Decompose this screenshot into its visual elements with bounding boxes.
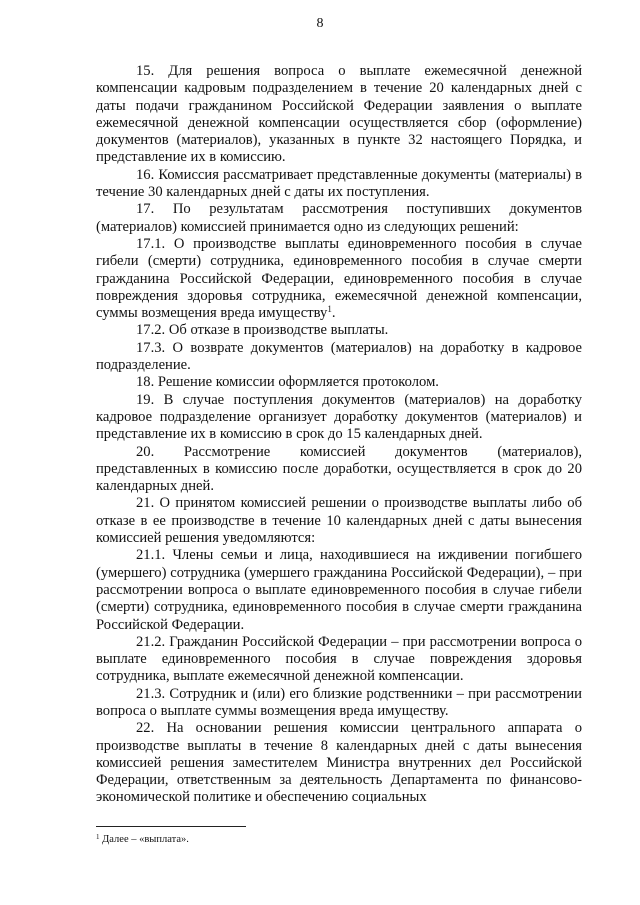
paragraph-17-1-period: . (331, 305, 336, 322)
footnote-divider (96, 826, 246, 827)
paragraph-15: 15. Для решения вопроса о выплате ежемесячной денежной компенсации кадровым подразделением в течение 20 календарных дней с даты подачи гражданином Российской Федерации заявления о выплате ежемесячной денежной компенсации осуществляется сбор (оформление) документов (материалов), указанных в пункте 32 настоящего Порядка, и представление их в комиссию. (96, 63, 582, 166)
paragraph-20: 20. Рассмотрение комиссией документов (материалов), представленных в комиссию после доработки, осуществляется в срок до 20 календарных дней. (96, 443, 582, 495)
footnote (96, 833, 189, 846)
paragraph-17-3: 17.3. О возврате документов (материалов) на доработку в кадровое подразделение. (96, 339, 582, 374)
paragraph-17-1 (96, 236, 582, 322)
footnote-marker: 1 (96, 833, 100, 841)
footnote-text: Далее – «выплата». (99, 834, 189, 845)
paragraph-18: 18. Решение комиссии оформляется протоколом. (136, 374, 439, 391)
paragraph-21-3: 21.3. Сотрудник и (или) его близкие родственники – при рассмотрении вопроса о выплате суммы возмещения вреда имуществу. (96, 685, 582, 719)
paragraph-17-1-text: 17.1. О производстве выплаты единовременного пособия в случае гибели (смерти) сотрудника, единовременного пособия в случае смерти гражданина Российской Федерации, единовременного пособия в случае повреждения здоровья сотрудника, ежемесячной денежной компенсации, суммы возмещения вреда имуществу (96, 235, 582, 322)
paragraph-16: 16. Комиссия рассматривает представленные документы (материалы) в течение 30 календарных дней с даты их поступления. (96, 166, 582, 201)
footnote-reference: 1 (327, 304, 332, 315)
paragraph-21-2: 21.2. Гражданин Российской Федерации – при рассмотрении вопроса о выплате единовременного пособия в случае повреждения здоровья сотрудника, выплате ежемесячной денежной компенсации. (96, 633, 582, 685)
paragraph-21-1: 21.1. Члены семьи и лица, находившиеся на иждивении погибшего (умершего) сотрудника (умершего гражданина Российской Федерации), – при рассмотрении вопроса о выплате единовременного пособия в случае гибели (смерти) сотрудника, единовременного пособия в случае смерти гражданина Российской Федерации. (96, 547, 582, 633)
document-body (96, 63, 582, 807)
paragraph-22: 22. На основании решения комиссии центрального аппарата о производстве выплаты в течение 8 календарных дней с даты вынесения комиссией решения заместителем Министра внутренних дел Российской Федерации, ответственным за деятельность Департамента по финансово-экономической политике и обеспечению социальных (96, 720, 582, 806)
paragraph-21: 21. О принятом комиссией решении о производстве выплаты либо об отказе в ее производстве в течение 10 календарных дней с даты вынесения комиссией решения уведомляются: (96, 495, 582, 547)
paragraph-19: 19. В случае поступления документов (материалов) на доработку кадровое подразделение организует доработку документов (материалов) и представление их в комиссию в срок до 15 календарных дней. (96, 391, 582, 443)
page-number: 8 (316, 16, 324, 31)
paragraph-17: 17. По результатам рассмотрения поступивших документов (материалов) комиссией принимается одно из следующих решений: (96, 201, 582, 235)
paragraph-17-2: 17.2. Об отказе в производстве выплаты. (136, 322, 389, 339)
